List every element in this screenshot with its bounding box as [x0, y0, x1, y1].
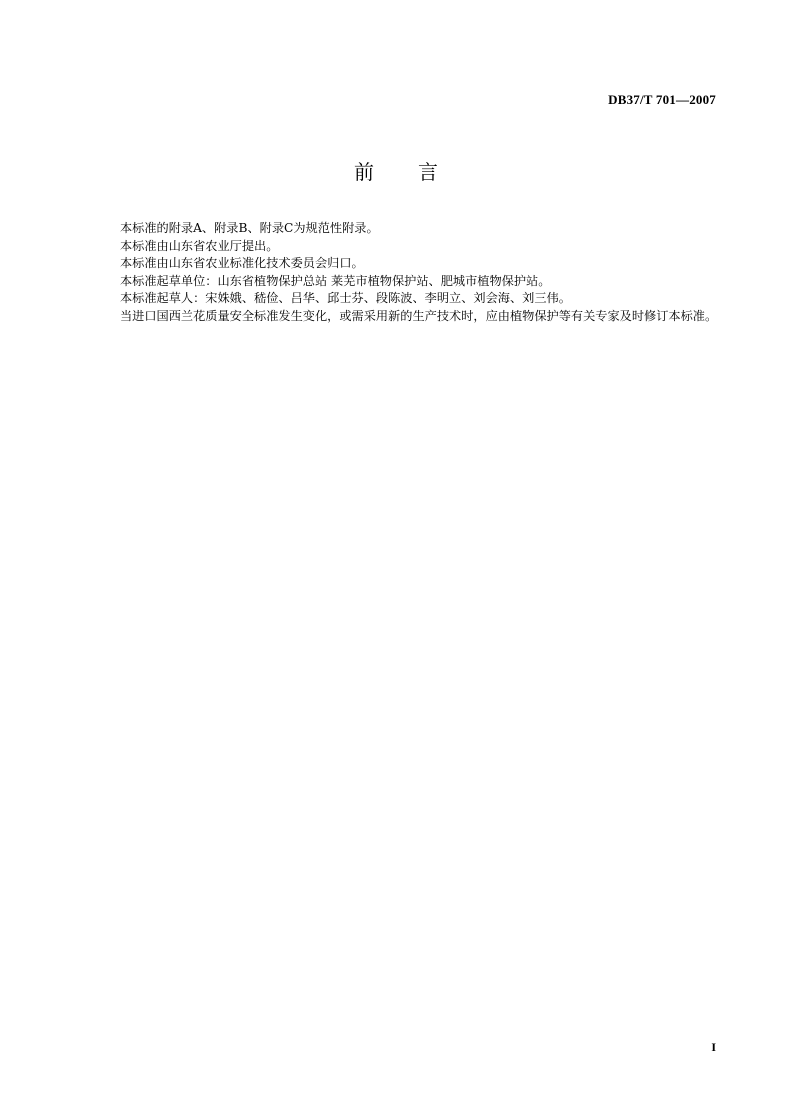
section-title: 前言	[354, 160, 482, 184]
foreword-body	[94, 220, 720, 325]
paragraph-drafters: 本标准起草人：宋姝娥、嵇俭、吕华、邱士芬、段陈波、李明立、刘会海、刘三伟。	[120, 291, 571, 305]
paragraph-proposer: 本标准由山东省农业厅提出。	[120, 238, 279, 253]
paragraph-appendix: 本标准的附录A、附录B、附录C为规范性附录。	[120, 221, 379, 235]
paragraph-revision: 当进口国西兰花质量安全标准发生变化，或需采用新的生产技术时，应由植物保护等有关专家及时修订本标准。	[120, 308, 718, 323]
page-number: I	[711, 1040, 716, 1054]
paragraph-drafting-units: 本标准起草单位：山东省植物保护总站 莱芜市植物保护站、肥城市植物保护站。	[120, 273, 551, 288]
document-code: DB37/T 701—2007	[608, 92, 716, 107]
paragraph-committee: 本标准由山东省农业标准化技术委员会归口。	[120, 256, 364, 270]
